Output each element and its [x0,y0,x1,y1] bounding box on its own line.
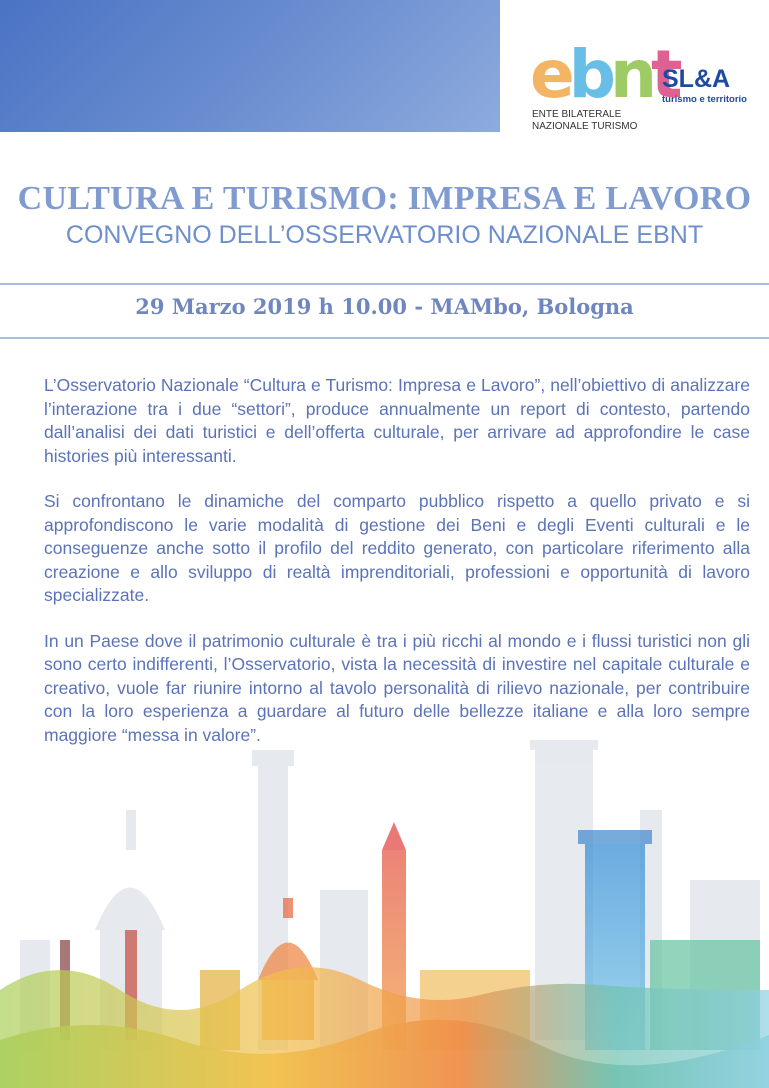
ebnt-letter-n: n [610,36,652,113]
page-title: CULTURA E TURISMO: IMPRESA E LAVORO [17,180,752,217]
ebnt-letter-t: t [651,36,677,113]
city-skyline-illustration [0,740,769,1088]
ebnt-caption-2: NAZIONALE TURISMO [532,121,638,132]
header-banner [0,0,500,132]
event-date-location: 29 Marzo 2019 h 10.00 - MAMbo, Bologna [135,294,634,319]
ebnt-letter-b: b [568,36,611,113]
ebnt-wordmark [530,36,677,113]
sla-wordmark: SL&A [662,65,731,93]
page-subtitle: CONVEGNO DELL’OSSERVATORIO NAZIONALE EBNT [65,221,704,249]
paragraph-1: L’Osservatorio Nazionale “Cultura e Turismo: Impresa e Lavoro”, nell’obiettivo di analizzare l’interazione tra i due “settori”, produce annualmente un report di contesto, partendo dall’analisi dei dati turistici e dell’offerta culturale, per arrivare ad approfondire le case histories più interessanti. [44,375,750,466]
sla-tagline: turismo e territorio [662,94,747,105]
ebnt-caption-1: ENTE BILATERALE [532,109,622,120]
description-text [44,374,750,769]
sla-logo [662,66,747,106]
ebnt-letter-e: e [530,36,569,113]
ebnt-logo [530,36,677,133]
paragraph-2: Si confrontano le dinamiche del comparto pubblico rispetto a quello privato e si approfondiscono le varie modalità di gestione dei Beni e degli Eventi culturali e le conseguenze anche sotto il profilo del reddito generato, con particolare riferimento alla creazione e allo sviluppo di realtà imprenditoriali, professioni e opportunità di lavoro specializzate. [44,491,750,605]
divider-top [0,283,769,285]
paragraph-3: In un Paese dove il patrimonio culturale è tra i più ricchi al mondo e i flussi turistici non gli sono certo indifferenti, l’Osservatorio, vista la necessità di investire nel capitale culturale e creativo, vuole far riunire intorno al tavolo personalità di rilievo nazionale, per contribuire con la loro esperienza a guardare al futuro delle bellezze italiane e alla loro sempre maggiore “messa in valore”. [44,630,750,745]
divider-bottom [0,337,769,339]
